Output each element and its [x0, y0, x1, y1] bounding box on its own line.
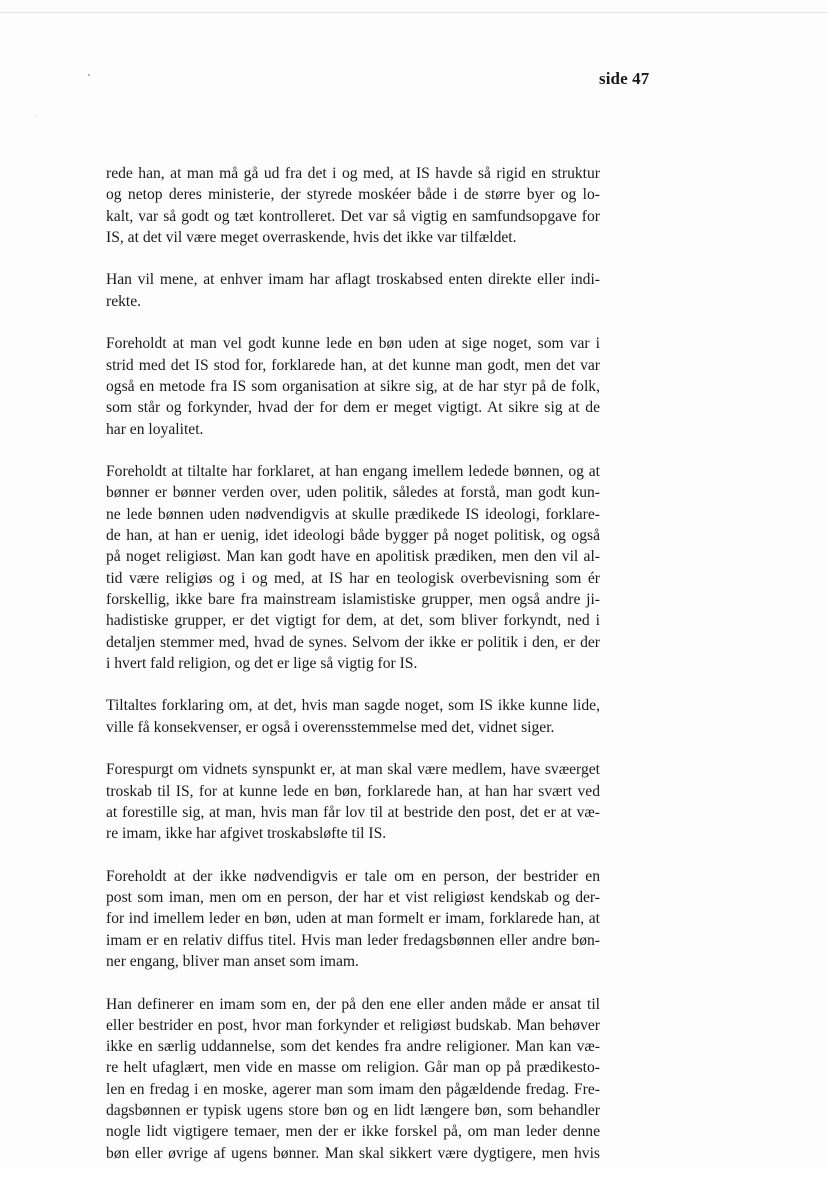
paragraph-8: [106, 994, 600, 1164]
document-body: [106, 163, 600, 1185]
text-line: eller bestrider en post, hvor man forkynder et religiøst budskab. Man behøver: [106, 1016, 600, 1034]
text-line: også en metode fra IS som organisation at sikre sig, at de har styr på de folk,: [106, 377, 600, 395]
text-line: kalt, var så godt og tæt kontrolleret. Det var så vigtig en samfundsopgave for: [106, 207, 600, 225]
text-line: ner engang, bliver man anset som imam.: [106, 952, 359, 970]
text-line: ville få konsekvenser, er også i overensstemmelse med det, vidnet siger.: [106, 718, 555, 736]
text-line: nogle lidt vigtigere temaer, men der er ikke forskel på, om man leder denne: [106, 1123, 600, 1141]
text-line: Han vil mene, at enhver imam har aflagt troskabsed enten direkte eller indi-: [106, 271, 600, 289]
text-line: Foreholdt at tiltalte har forklaret, at han engang imellem ledede bønnen, og at: [106, 463, 600, 481]
text-line: len en fredag i en moske, agerer man som imam den pågældende fredag. Fre-: [106, 1080, 600, 1098]
text-line: har en loyalitet.: [106, 420, 204, 438]
paragraph-4: [106, 461, 600, 674]
text-line: og netop deres ministerie, der styrede moskéer både i de større byer og lo-: [106, 186, 600, 204]
text-line: rekte.: [106, 292, 142, 310]
text-line: bønner er bønner verden over, uden politik, således at forstå, man godt kun-: [106, 484, 600, 502]
paragraph-6: [106, 759, 600, 844]
text-line: rede han, at man må gå ud fra det i og med, at IS havde så rigid en struktur: [106, 165, 600, 182]
text-line: i hvert fald religion, og det er lige så vigtig for IS.: [106, 654, 418, 672]
paragraph-7: [106, 866, 600, 972]
text-line: post som iman, men om en person, der har et vist religiøst kendskab og der-: [106, 889, 600, 907]
paragraph-5: [106, 695, 600, 738]
text-line: Forespurgt om vidnets synspunkt er, at man skal være medlem, have svæerget: [106, 761, 600, 779]
text-line: på noget religiøst. Man kan godt have en apolitisk prædiken, men den vil al-: [106, 548, 600, 566]
text-line: som står og forkynder, hvad der for dem er meget vigtigt. At sikre sig at de: [106, 399, 600, 417]
text-line: tid være religiøs og i og med, at IS har en teologisk overbevisning som ér: [106, 569, 600, 587]
text-line: dagsbønnen er typisk ugens store bøn og en lidt længere bøn, som behandler: [106, 1102, 600, 1120]
text-line: ne lede bønnen uden nødvendigvis at skulle prædikede IS ideologi, forklare-: [106, 505, 600, 523]
text-line: imam er en relativ diffus titel. Hvis man leder fredagsbønnen eller andre bøn-: [106, 931, 600, 949]
text-line: hadistiske grupper, er det vigtigt for dem, at det, som bliver forkyndt, ned i: [106, 612, 600, 630]
text-line: forskellig, ikke bare fra mainstream islamistiske grupper, men også andre ji-: [106, 590, 600, 608]
text-line: at forestille sig, at man, hvis man får lov til at bestride den post, det er at væ-: [106, 803, 600, 821]
text-line: for ind imellem leder en bøn, uden at man formelt er imam, forklarede han, at: [106, 910, 600, 928]
text-line: troskab til IS, for at kunne lede en bøn, forklarede han, at han har svært ved: [106, 782, 600, 800]
page-number: side 47: [599, 69, 650, 88]
text-line: Han definerer en imam som en, der på den ene eller anden måde er ansat til: [106, 995, 600, 1013]
text-line: Foreholdt at der ikke nødvendigvis er tale om en person, der bestrider en: [106, 867, 600, 885]
text-line: re imam, ikke har afgivet troskabsløfte til IS.: [106, 825, 387, 843]
text-line: detaljen stemmer med, hvad de synes. Selvom der ikke er politik i den, er der: [106, 633, 600, 651]
text-line: Tiltaltes forklaring om, at det, hvis man sagde noget, som IS ikke kunne lide,: [106, 697, 600, 715]
text-line: IS, at det vil være meget overraskende, hvis det ikke var tilfældet.: [106, 228, 517, 246]
paragraph-2: [106, 269, 600, 312]
scan-speck: [36, 115, 37, 116]
scan-top-edge: [0, 12, 828, 13]
text-line: strid med det IS stod for, forklarede han, at det kunne man godt, men det var: [106, 356, 600, 374]
text-line: Foreholdt at man vel godt kunne lede en bøn uden at sige noget, som var i: [106, 335, 600, 353]
text-line: bøn eller øvrige af ugens bønner. Man skal sikkert være dygtigere, men hvis: [106, 1144, 600, 1162]
paragraph-1: [106, 163, 600, 248]
paragraph-3: [106, 333, 600, 439]
text-line: de han, at han er uenig, idet ideologi både bygger på noget politisk, og også: [106, 527, 600, 545]
text-line: re helt ufaglært, men vide en masse om religion. Går man op på prædikesto-: [106, 1059, 600, 1077]
text-line: ikke en særlig uddannelse, som det kendes fra andre religioner. Man kan væ-: [106, 1038, 600, 1056]
scan-speck: [88, 74, 90, 76]
